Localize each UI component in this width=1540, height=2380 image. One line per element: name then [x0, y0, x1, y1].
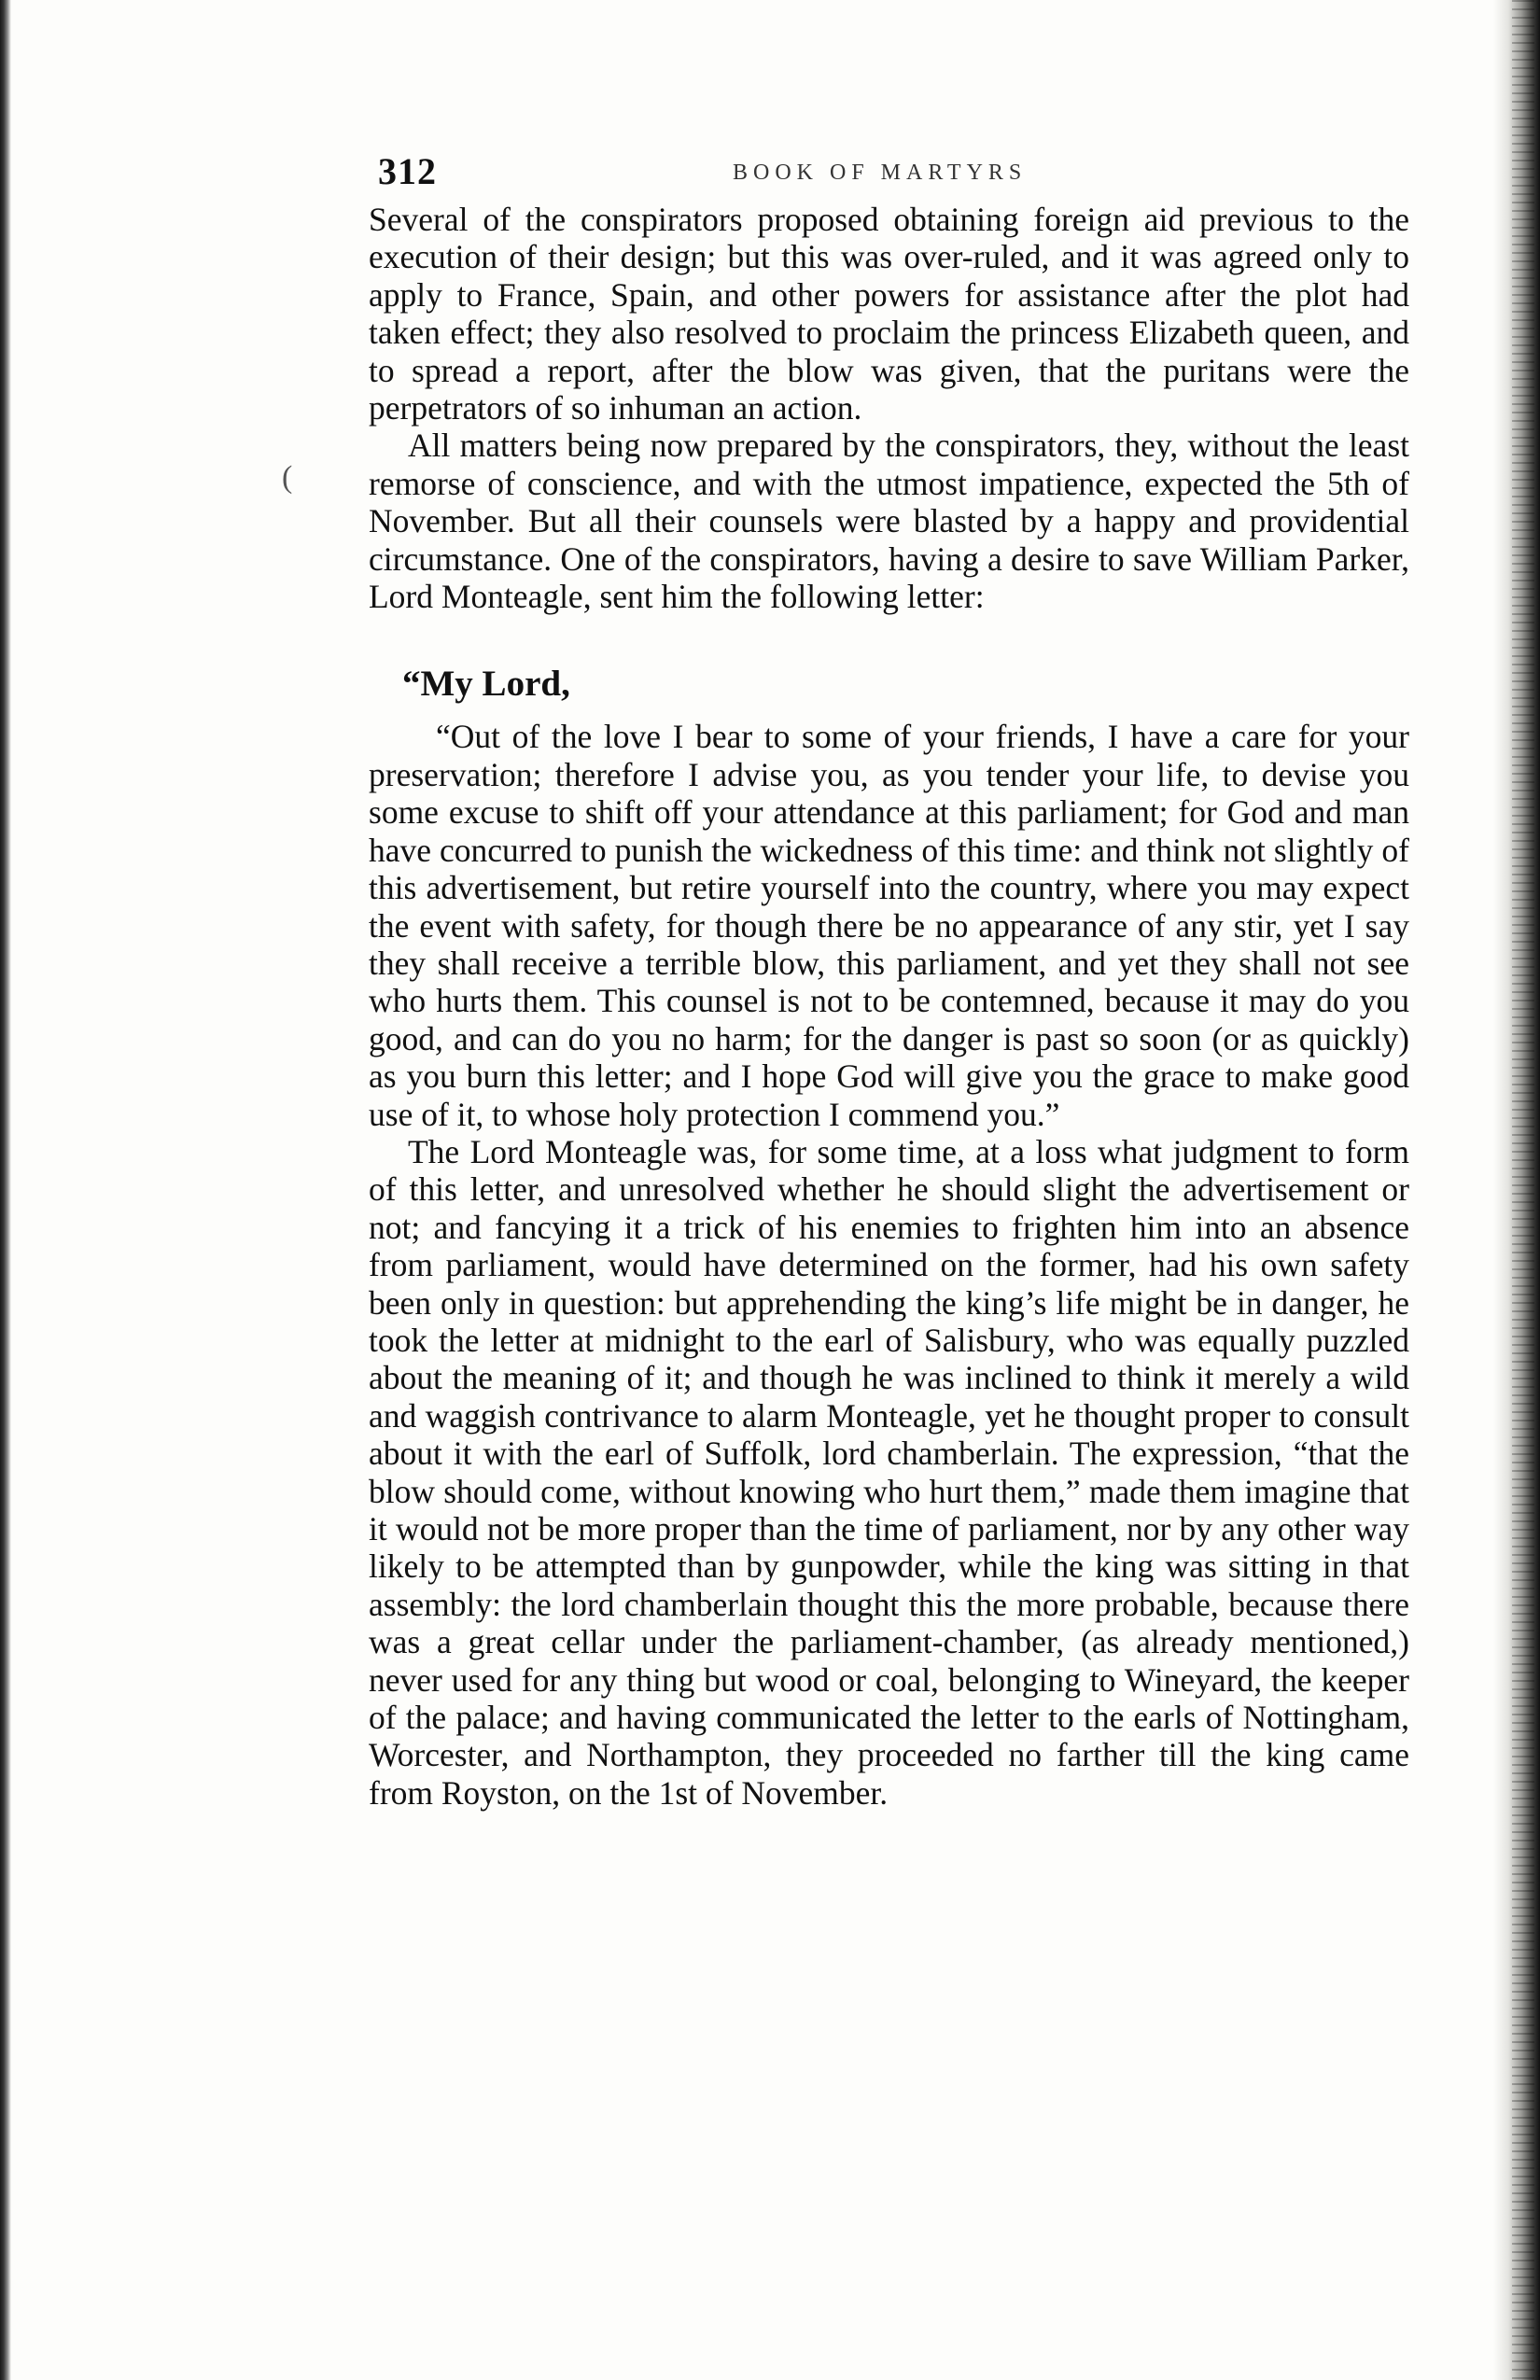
paragraph-providential-circumstance: All matters being now prepared by the conspirators, they, without the least remorse of conscience, and with the utmost impatience, expected the 5th of November. But all their counsels were blasted by a happy and providential circumstance. One of the conspirators, having a desire to save William Parker, Lord Monteagle, sent him the following letter:: [369, 427, 1409, 616]
margin-mark: (: [282, 460, 293, 495]
left-binding-shadow: [0, 0, 11, 2380]
paragraph-conspirators-aid: Several of the conspirators proposed obtaining foreign aid previous to the execution of their design; but this was over-ruled, and it was agreed only to apply to France, Spain, and other powers for assistance after the plot had taken effect; they also resolved to proclaim the princess Elizabeth queen, and to spread a report, after the blow was given, that the puritans were the perpetrators of so inhuman an action.: [369, 201, 1409, 427]
right-edge-speckle: [1512, 0, 1534, 2380]
page-number: 312: [378, 150, 437, 192]
running-head: [369, 149, 1409, 198]
letter-salutation: “My Lord,: [402, 664, 570, 705]
paragraph-monteagle: The Lord Monteagle was, for some time, at a loss what judgment to form of this letter, and unresolved whether he should slight the advertisement or not; and fancying it a trick of his enemies to frighten him into an absence from parliament, would have determined on the former, had his own safety been only in question: but apprehending the king’s life might be in danger, he took the letter at midnight to the earl of Salisbury, who was equally puzzled about the meaning of it; and though he was inclined to think it merely a wild and waggish contrivance to alarm Monteagle, yet he thought proper to consult about it with the earl of Suffolk, lord chamberlain. The expression, “that the blow should come, without knowing who hurt them,” made them imagine that it would not be more proper than the time of parliament, nor by any other way likely to be attempted than by gunpowder, while the king was sitting in that assembly: the lord chamberlain thought this the more probable, because there was a great cellar under the parliament-chamber, (as already mentioned,) never used for any thing but wood or coal, belonging to Wineyard, the keeper of the palace; and having communicated the letter to the earls of Nottingham, Worcester, and Northampton, they proceeded no farther till the king came from Royston, on the 1st of November.: [369, 1132, 1409, 1812]
text-block: [369, 149, 1409, 1812]
letter-body: “Out of the love I bear to some of your friends, I have a care for your preservation; therefore I advise you, as you tender your life, to devise you some excuse to shift off your attendance at this parliament; for God and man have concurred to punish the wickedness of this time: and think not slightly of this advertisement, but retire yourself into the country, where you may expect the event with safety, for though there be no appearance of any stir, yet I say they shall receive a terrible blow, this parliament, and yet they shall not see who hurts them. This counsel is not to be contemned, because it may do you good, and can do you no harm; for the danger is past so soon (or as quickly) as you burn this letter; and I hope God will give you the grace to make good use of it, to whose holy protection I commend you.”: [369, 718, 1409, 1133]
running-title: BOOK OF MARTYRS: [733, 161, 1028, 185]
